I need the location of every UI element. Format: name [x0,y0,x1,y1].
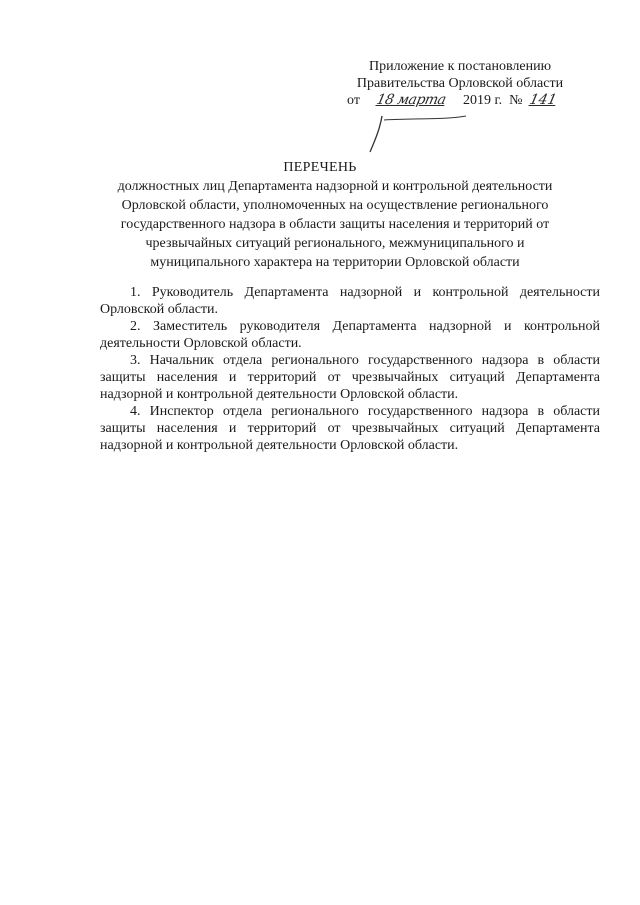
list-item: 3. Начальник отдела регионального государственного надзора в области защиты населения и территорий от чрезвычайных ситуаций Департамента надзорной и контрольной деятельности Орловской области. [100,353,600,402]
year-text: 2019 г. [462,93,503,108]
handwritten-number: 141 [527,92,559,108]
document-title: ПЕРЕЧЕНЬ [283,160,357,175]
list-item: 4. Инспектор отдела регионального государственного надзора в области защиты населения и территорий от чрезвычайных ситуаций Департамента надзорной и контрольной деятельности Орловской области. [100,404,600,453]
document-subtitle: должностных лиц Департамента надзорной и контрольной деятельности Орловской области, уполномоченных на осуществление регионального государственного надзора в области защиты населения и территорий от чрезвычайных ситуаций регионального, межмуниципального и муниципального характера на территории Орловской области [117,179,553,270]
handwriting-stroke [354,114,474,154]
appendix-line-2: Правительства Орловской области [356,76,564,91]
appendix-line-1: Приложение к постановлению [368,59,552,74]
positions-list [100,284,600,454]
appendix-date-line [330,92,590,109]
handwritten-date: 18 марта [375,92,448,108]
from-label: от [347,93,360,108]
list-item: 2. Заместитель руководителя Департамента надзорной и контрольной деятельности Орловской области. [100,319,600,351]
list-item: 1. Руководитель Департамента надзорной и контрольной деятельности Орловской области. [100,285,600,317]
number-label: № [509,93,523,108]
appendix-header [330,58,590,109]
